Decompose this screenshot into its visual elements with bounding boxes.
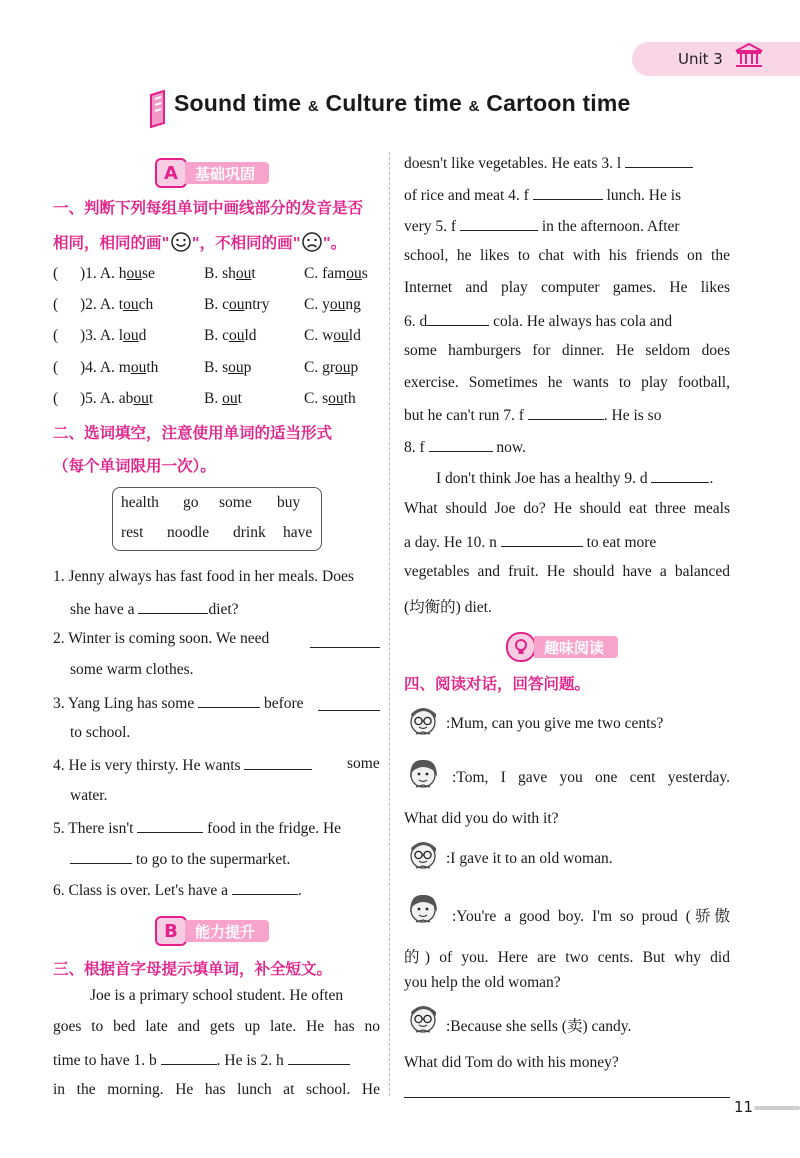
title-amp-2: & [468,98,480,115]
q1-answer-slot[interactable] [62,329,78,345]
q3-line: What should Joe do? He should eat three meals [404,500,730,517]
q4-title: 四、阅读对话，回答问题。 [404,675,591,693]
boy-avatar-icon [406,704,440,738]
q2-item-5-cont [70,849,290,869]
q3-text: 8. f [404,439,425,456]
answer-blank[interactable] [310,633,380,648]
q1-answer-slot[interactable] [62,392,78,408]
q1-paren-open: ( [53,265,59,282]
unit-label: Unit 3 [678,50,723,68]
q3-line [404,437,526,457]
q3-text: doesn't like vegetables. He eats 3. l [404,155,622,172]
section-a-badge [155,158,269,188]
q3-line: vegetables and fruit. He should have a balanced [404,563,730,580]
lightbulb-icon [506,632,536,662]
q3-line [53,1050,350,1070]
q2-item-5 [53,818,341,838]
word-bank-item: go [183,494,199,511]
dialogue-line: :Because she sells (卖) candy. [446,1018,632,1035]
answer-blank[interactable] [70,849,132,864]
q2-item-6 [53,880,302,900]
q3-text: in the afternoon. After [541,218,680,235]
q1-option-c: C. young [304,296,361,313]
q1-title-2c: "。 [322,234,347,252]
word-bank [112,487,322,551]
answer-blank[interactable] [625,153,693,168]
building-icon [734,42,764,70]
answer-blank[interactable] [138,599,208,614]
q3-text: now. [496,439,526,456]
answer-blank[interactable] [429,437,493,452]
dialogue-line: you help the old woman? [404,974,561,991]
answer-blank[interactable] [427,311,489,326]
q3-line: in the morning. He has lunch at school. He [53,1081,380,1098]
q1-option-c: C. famous [304,265,368,282]
q1-answer-slot[interactable] [62,298,78,314]
section-b-badge [155,916,269,946]
word-bank-item: rest [121,524,144,541]
q3-text: . He is 2. h [216,1052,284,1069]
section-b-label: 能力提升 [185,920,269,942]
q3-text: . [709,470,714,487]
answer-blank[interactable] [533,185,603,200]
q2-item-3-text: 3. Yang Ling has some [53,695,195,712]
q2-item-2-cont: some warm clothes. [70,661,194,678]
section-c-label: 趣味阅读 [534,636,618,658]
title-part2: Culture time [325,90,463,116]
smiley-face-icon [170,231,192,253]
q2-item-1-end: diet? [208,601,239,618]
q1-num: )5. A. about [80,390,154,407]
q3-line [404,216,680,236]
answer-blank[interactable] [501,532,583,547]
dialogue-line: :Tom, I gave you one cent yesterday. [452,769,730,786]
word-bank-item: noodle [167,524,210,541]
q3-text: very 5. f [404,218,457,235]
answer-blank[interactable] [460,216,538,231]
answer-blank[interactable] [288,1050,350,1065]
q2-item-6-end: . [297,882,302,899]
q3-line [404,532,656,552]
answer-blank[interactable] [137,818,203,833]
q1-option-b: B. soup [204,359,252,376]
answer-blank[interactable] [244,755,312,770]
q1-paren-open: ( [53,327,59,344]
q1-num: )4. A. mouth [80,359,159,376]
q2-item-5-text: 5. There isn't [53,820,134,837]
title-amp-1: & [307,98,319,115]
q2-item-3 [53,693,304,713]
q2-item-5-cont-text: to go to the supermarket. [135,851,291,868]
q2-item-5-end: food in the fridge. He [207,820,342,837]
q3-text: to eat more [586,534,657,551]
section-a-letter: A [155,158,187,188]
sad-face-icon [301,231,323,253]
answer-blank[interactable] [528,405,604,420]
q1-option-c: C. would [304,327,361,344]
answer-blank[interactable] [318,696,380,711]
q2-item-4-cont: water. [70,787,108,804]
q1-paren-open: ( [53,390,59,407]
q1-option-b: B. could [204,327,257,344]
dialogue-line: :I gave it to an old woman. [446,850,613,867]
word-bank-item: drink [233,524,266,541]
q2-item-1: 1. Jenny always has fast food in her meals. Does [53,568,354,585]
section-a-label: 基础巩固 [185,162,269,184]
answer-line[interactable] [404,1097,730,1098]
q1-answer-slot[interactable] [62,361,78,377]
word-bank-item: have [283,524,313,541]
q2-title-line2: （每个单词限用一次）。 [53,457,216,475]
mother-avatar-icon [406,757,440,791]
page-title [174,90,631,117]
q3-line: (均衡的) diet. [404,599,492,616]
q3-text: time to have 1. b [53,1052,157,1069]
page-number: 11 [734,1098,754,1116]
q1-title-2a: 相同，相同的画" [53,234,170,252]
dialogue-line: 的) of you. Here are two cents. But why did [404,949,730,966]
q3-text: . He is so [603,407,662,424]
q2-item-4-some: some [347,755,380,772]
q2-item-4 [53,755,312,775]
q3-line [436,468,713,488]
q3-line: Joe is a primary school student. He often [90,987,344,1004]
dialogue-line: :You're a good boy. I'm so proud (骄傲 [452,908,730,925]
q1-paren-open: ( [53,296,59,313]
q1-option-b: B. shout [204,265,256,282]
q2-item-3-cont: to school. [70,724,131,741]
q4-question: What did Tom do with his money? [404,1054,619,1071]
q3-text: lunch. He is [606,187,682,204]
column-divider [389,152,390,1096]
q1-option-b: B. out [204,390,242,407]
mother-avatar-icon [406,892,440,926]
q1-answer-slot[interactable] [62,267,78,283]
q3-title: 三、根据首字母提示填单词，补全短文。 [53,960,333,978]
q1-option-c: C. group [304,359,359,376]
section-b-letter: B [155,916,187,946]
q1-option-b: B. country [204,296,270,313]
q1-num: )3. A. loud [80,327,147,344]
q1-title-2b: "，不相同的画" [191,234,301,252]
title-part3: Cartoon time [486,90,631,116]
q1-title-line1: 一、判断下列每组单词中画线部分的发音是否 [53,199,364,217]
dialogue-line: :Mum, can you give me two cents? [446,715,664,732]
q3-line: Internet and play computer games. He likes [404,279,730,296]
q1-paren-open: ( [53,359,59,376]
title-part1: Sound time [174,90,302,116]
q3-line: goes to bed late and gets up late. He has no [53,1018,380,1035]
q2-item-2 [53,630,269,648]
q3-line: exercise. Sometimes he wants to play football, [404,374,730,391]
q3-text: cola. He always has cola and [493,313,673,330]
q1-title-line2 [53,231,346,253]
q1-num: )2. A. touch [80,296,154,313]
q3-text: I don't think Joe has a healthy 9. d [436,470,648,487]
q1-num: )1. A. house [80,265,155,282]
word-bank-item: some [219,494,252,511]
q2-item-3-mid: before [263,695,304,712]
q2-title-line1: 二、选词填空，注意使用单词的适当形式 [53,424,333,442]
word-bank-item: buy [277,494,301,511]
boy-avatar-icon [406,838,440,872]
answer-blank[interactable] [651,468,709,483]
q3-line [404,153,693,173]
q3-text: but he can't run 7. f [404,407,524,424]
answer-blank[interactable] [198,693,260,708]
q3-text: of rice and meat 4. f [404,187,529,204]
q3-line: school, he likes to chat with his friends on the [404,247,730,264]
q2-item-6-text: 6. Class is over. Let's have a [53,882,228,899]
q2-item-4-text: 4. He is very thirsty. He wants [53,757,241,774]
word-bank-item: health [121,494,159,511]
q3-line [404,311,672,331]
dialogue-line: What did you do with it? [404,810,559,827]
q3-text: a day. He 10. n [404,534,497,551]
q3-line [404,185,681,205]
q2-item-1-text: she have a [70,601,135,618]
q2-item-1-cont [70,599,239,619]
page-number-bar [754,1106,800,1110]
q3-line: some hamburgers for dinner. He seldom does [404,342,730,359]
answer-blank[interactable] [161,1050,217,1065]
book-icon [146,89,170,129]
q2-item-2-text: 2. Winter is coming soon. We need [53,630,270,647]
q3-line [404,405,661,425]
boy-avatar-icon [406,1002,440,1036]
section-c-badge [506,632,618,662]
q1-option-c: C. south [304,390,356,407]
q3-text: 6. d [404,313,428,330]
answer-blank[interactable] [232,880,298,895]
